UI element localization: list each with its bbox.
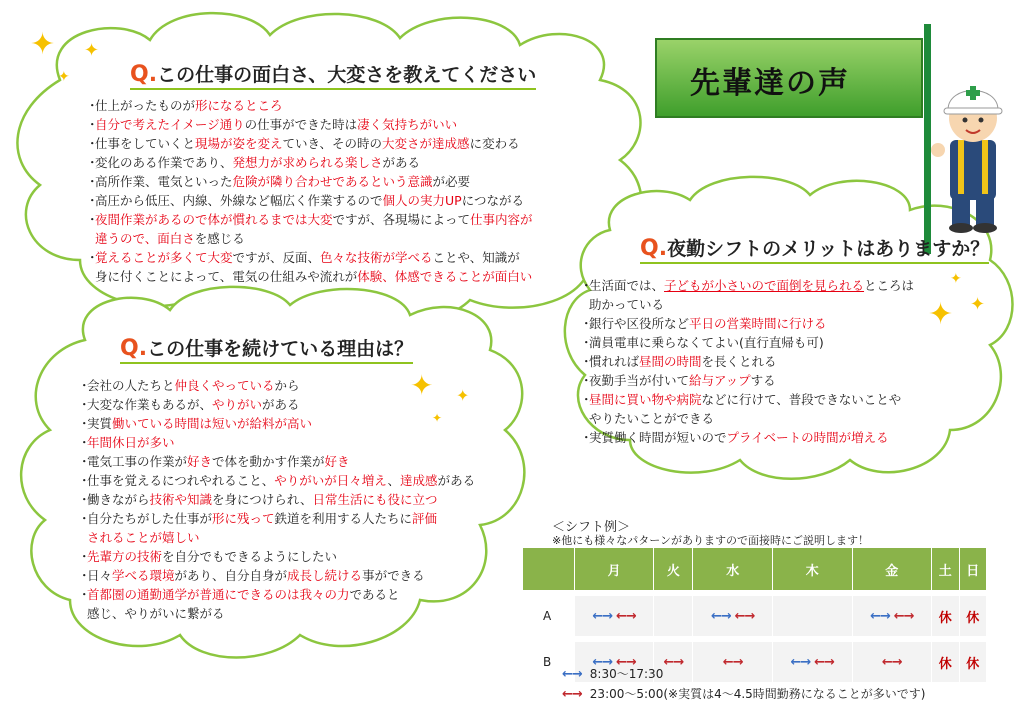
list-item (580, 295, 914, 314)
highlight-text: 形に残って (212, 511, 275, 526)
shift-cell (772, 596, 852, 637)
highlight-text: されることが嬉しい (87, 530, 200, 545)
item-text: 鉄道を利用する人たちに (274, 511, 413, 526)
bullet-icon: ・ (86, 155, 99, 170)
bullet-icon: ・ (86, 250, 99, 265)
highlight-text: 現場が姿を変え (195, 136, 283, 151)
shift-cell (932, 642, 959, 683)
item-text: につながる (461, 193, 524, 208)
item-text: 実質 (87, 416, 113, 431)
item-text: 生活面では、 (589, 278, 665, 293)
shift-cell (852, 596, 932, 637)
item-text: がある (382, 155, 421, 170)
highlight-text: プライベートの時間が増える (726, 430, 889, 445)
highlight-text: 夜間作業があるので体が慣れるまでは大変 (95, 212, 333, 227)
day-shift-arrow-icon: ←→ (870, 608, 890, 624)
bullet-icon: ・ (78, 549, 91, 564)
item-text: ていき、その時の (282, 136, 383, 151)
banner-title: 先輩達の声 (690, 66, 850, 101)
highlight-text: 達成感 (400, 473, 438, 488)
list-item (78, 509, 475, 528)
night-shift-arrow-icon: ←→ (734, 608, 755, 624)
list-item (86, 229, 533, 248)
item-text: 仕上がったものが (95, 98, 196, 113)
shift-note: ※他にも様々なパターンがありますので面接時にご説明します！ (552, 534, 869, 547)
item-text: 電気工事の作業が (87, 454, 188, 469)
day-off-label: 休 (966, 656, 980, 672)
list-item (580, 390, 914, 409)
highlight-text: 日常生活にも役に立つ (312, 492, 438, 507)
list-item (78, 566, 475, 585)
bullet-icon: ・ (78, 473, 91, 488)
bullet-icon: ・ (78, 435, 91, 450)
day-shift-arrow-icon: ←→ (562, 667, 582, 682)
list-item (78, 547, 475, 566)
highlight-text: 仲良くやっている (174, 378, 275, 393)
q1-title: Q.この仕事の面白さ、大変さを教えてください (130, 60, 536, 90)
bullet-icon: ・ (78, 587, 91, 602)
list-item (78, 471, 475, 490)
day-off-label: 休 (938, 610, 952, 626)
q3-title: Q.夜勤シフトのメリットはありますか？ (640, 234, 989, 264)
bullet-icon: ・ (78, 378, 91, 393)
day-off-label: 休 (938, 656, 952, 672)
q2-list (78, 370, 475, 623)
item-text: がある (262, 397, 300, 412)
q1-items (86, 96, 533, 286)
highlight-text: やりがいが日々増え (274, 473, 388, 488)
list-item (86, 248, 533, 267)
list-item (86, 153, 533, 172)
q3-section (640, 234, 989, 264)
day-header: 金 (852, 548, 932, 591)
item-text: などに行けて、普段できないことや (701, 392, 902, 407)
q1-mark: Q. (130, 62, 158, 87)
bullet-icon: ・ (78, 454, 91, 469)
item-text: 夜勤手当が付いて (589, 373, 690, 388)
day-header: 月 (574, 548, 654, 591)
item-text: 実質働く時間が短いので (589, 430, 727, 445)
list-item (78, 411, 475, 433)
day-header: 土 (932, 548, 959, 591)
corner-cell (523, 548, 575, 591)
item-text: 仕事を覚えるにつれやれること、 (87, 473, 275, 488)
list-item (78, 433, 475, 452)
sparkle-icon: ✦ (58, 69, 70, 85)
q2-title: Q.この仕事を続けている理由は？ (120, 334, 413, 364)
highlight-text: 学べる環境 (112, 568, 175, 583)
sparkle-icon: ✦ (410, 369, 434, 402)
highlight-text: 給与アップ (689, 373, 751, 388)
list-item (78, 585, 475, 604)
underline-highlight-text: 子どもが小さいので面倒を見られる (664, 278, 865, 293)
bullet-icon: ・ (78, 416, 91, 431)
item-text: 日々 (87, 568, 113, 583)
shift-cell (959, 642, 987, 683)
list-item (78, 490, 475, 509)
bullet-icon: ・ (86, 174, 99, 189)
highlight-text: 昼間に買い物や病院 (589, 392, 702, 407)
item-text: に変わる (469, 136, 520, 151)
list-item (86, 172, 533, 191)
list-item (86, 96, 533, 115)
highlight-text: やりがい (212, 397, 263, 412)
bullet-icon: ・ (580, 316, 593, 331)
shift-row-label: A (523, 596, 575, 637)
highlight-text: 色々な技術が学べる (320, 250, 433, 265)
day-header: 日 (959, 548, 987, 591)
list-item (78, 528, 475, 547)
bullet-icon: ・ (580, 430, 593, 445)
highlight-text: 個人の実力UP (382, 193, 462, 208)
list-item (86, 115, 533, 134)
q1-list (86, 90, 533, 286)
item-text: の仕事ができた時は (244, 117, 358, 132)
highlight-text: 昼間の時間 (639, 354, 702, 369)
day-header: 火 (654, 548, 693, 591)
day-shift-arrow-icon: ←→ (592, 608, 613, 624)
highlight-text: 違うので、面白さ (95, 231, 195, 246)
q3-items (580, 276, 914, 447)
bullet-icon: ・ (86, 98, 99, 113)
item-text: で体を動かす作業が (212, 454, 325, 469)
item-text: 慣れれば (589, 354, 640, 369)
highlight-text: 好き (324, 454, 350, 469)
bullet-icon: ・ (580, 354, 593, 369)
item-text: を身につけられ、 (212, 492, 313, 507)
sparkle-icon: ✦ (970, 294, 986, 315)
item-text: 身に付くことによって、電気の仕組みや流れが (95, 269, 358, 284)
highlight-text: 平日の営業時間に行ける (689, 316, 827, 331)
sparkle-icon: ✦ (84, 40, 100, 61)
highlight-text: 体験、体感できることが面白い (357, 269, 533, 284)
item-text: を感じる (194, 231, 245, 246)
day-shift-arrow-icon: ←→ (790, 654, 811, 670)
item-text: を長くとれる (701, 354, 777, 369)
highlight-text: 自分で考えたイメージ通り (95, 117, 245, 132)
list-item (78, 376, 475, 395)
sparkle-icon: ✦ (950, 271, 962, 287)
shift-row-label: B (523, 642, 575, 683)
bullet-icon: ・ (86, 193, 99, 208)
bullet-icon: ・ (78, 397, 91, 412)
sparkle-icon: ✦ (30, 27, 56, 62)
item-text: ところは (864, 278, 915, 293)
item-text: から (274, 378, 300, 393)
shift-legend (562, 664, 925, 704)
item-text: 働きながら (87, 492, 150, 507)
bullet-icon: ・ (580, 278, 593, 293)
item-text: する (750, 373, 776, 388)
item-text: があり、自分自身が (174, 568, 288, 583)
bullet-icon: ・ (86, 212, 99, 227)
list-item (580, 371, 914, 390)
q3-mark: Q. (640, 236, 668, 261)
bullet-icon: ・ (78, 568, 91, 583)
list-item (78, 604, 475, 623)
list-item (78, 395, 475, 414)
list-item (580, 428, 914, 447)
shift-cell (959, 596, 987, 637)
item-text: 満員電車に乗らなくてよい(直行直帰も可) (589, 335, 824, 350)
item-text: 銀行や区役所など (589, 316, 690, 331)
item-text: やりたいことができる (589, 411, 715, 426)
bullet-icon: ・ (580, 373, 593, 388)
item-text: 高所作業、電気といった (95, 174, 233, 189)
item-text: 事ができる (362, 568, 425, 583)
item-text: 大変な作業もあるが、 (87, 397, 213, 412)
item-text: 仕事をしていくと (95, 136, 196, 151)
legend-item (562, 684, 925, 704)
list-item (580, 276, 914, 295)
shift-title: ＜シフト例＞ (552, 520, 631, 535)
highlight-text: 覚えることが多くて大変 (95, 250, 233, 265)
shift-header-row (523, 548, 987, 591)
shift-cell (654, 596, 693, 637)
day-shift-arrow-icon: ←→ (710, 608, 731, 624)
highlight-text: 発想力が求められる楽しさ (232, 155, 383, 170)
legend-item (562, 664, 925, 684)
bullet-icon: ・ (580, 335, 593, 350)
item-text: であると (349, 587, 400, 602)
highlight-text: 危険が隣り合わせであるという意識 (232, 174, 433, 189)
night-shift-arrow-icon: ←→ (663, 654, 684, 670)
item-text: 、 (387, 473, 401, 488)
bullet-icon: ・ (78, 492, 91, 507)
day-shift-arrow-icon: ←→ (592, 654, 613, 670)
bullet-icon: ・ (78, 511, 91, 526)
shift-row (523, 596, 987, 637)
highlight-text: 首都圏の通勤通学が普通にできるのは我々の力 (87, 587, 350, 602)
night-shift-arrow-icon: ←→ (881, 654, 902, 670)
highlight-text: 仕事内容が (470, 212, 533, 227)
item-text: ことや、知識が (432, 250, 520, 265)
highlight-text: 形になるところ (195, 98, 283, 113)
night-shift-arrow-icon: ←→ (562, 687, 582, 702)
list-item (86, 134, 533, 153)
list-item (580, 333, 914, 352)
item-text: 助かっている (589, 297, 665, 312)
night-shift-arrow-icon: ←→ (616, 608, 636, 624)
shift-cell (574, 596, 654, 637)
day-header: 水 (693, 548, 773, 591)
night-shift-arrow-icon: ←→ (616, 654, 636, 670)
highlight-text: 年間休日が多い (87, 435, 175, 450)
sparkle-icon: ✦ (456, 386, 470, 405)
item-text: 高圧から低圧、内線、外線など幅広く作業するので (95, 193, 383, 208)
bullet-icon: ・ (580, 392, 593, 407)
list-item (580, 352, 914, 371)
q1-section (130, 60, 536, 90)
highlight-text: 成長し続ける (287, 568, 363, 583)
q2-section (120, 334, 413, 364)
q2-items (78, 376, 475, 623)
day-header: 木 (772, 548, 852, 591)
item-text: 感じ、やりがいに繋がる (87, 606, 225, 621)
item-text: がある (437, 473, 476, 488)
item-text: ですが、各現場によって (332, 212, 471, 227)
shift-cell (932, 596, 959, 637)
bullet-icon: ・ (86, 136, 99, 151)
shift-table (522, 547, 987, 683)
highlight-text: 評価 (412, 511, 438, 526)
highlight-text: 働いている時間は短いが給料が高い (112, 416, 313, 431)
night-shift-arrow-icon: ←→ (893, 608, 914, 624)
item-text: が必要 (432, 174, 471, 189)
item-text: 自分たちがした仕事が (87, 511, 213, 526)
worker-icon (928, 74, 1018, 234)
legend-text: 23:00～5:00(※実質は4～4.5時間勤務になることが多いです) (589, 687, 926, 701)
highlight-text: 技術や知識 (149, 492, 213, 507)
list-item (78, 452, 475, 471)
item-text: を自分でもできるようにしたい (162, 549, 338, 564)
night-shift-arrow-icon: ←→ (722, 654, 743, 670)
item-text: 会社の人たちと (87, 378, 175, 393)
sparkle-icon: ✦ (432, 411, 443, 425)
bullet-icon: ・ (86, 117, 99, 132)
highlight-text: 好き (187, 454, 213, 469)
highlight-text: 凄く気持ちがいい (357, 117, 458, 132)
shift-cell (693, 596, 773, 637)
list-item (580, 314, 914, 333)
item-text: 変化のある作業であり、 (95, 155, 233, 170)
highlight-text: 先輩方の技術 (87, 549, 163, 564)
list-item (580, 409, 914, 428)
legend-text: 8:30～17:30 (589, 667, 664, 681)
sparkle-icon: ✦ (928, 297, 954, 332)
day-off-label: 休 (966, 610, 980, 626)
item-text: ですが、反面、 (232, 250, 321, 265)
list-item (86, 210, 533, 229)
night-shift-arrow-icon: ←→ (814, 654, 834, 670)
list-item (86, 191, 533, 210)
q2-mark: Q. (120, 336, 148, 361)
q3-list (580, 270, 914, 447)
highlight-text: 大変さが達成感 (382, 136, 470, 151)
list-item (86, 267, 533, 286)
